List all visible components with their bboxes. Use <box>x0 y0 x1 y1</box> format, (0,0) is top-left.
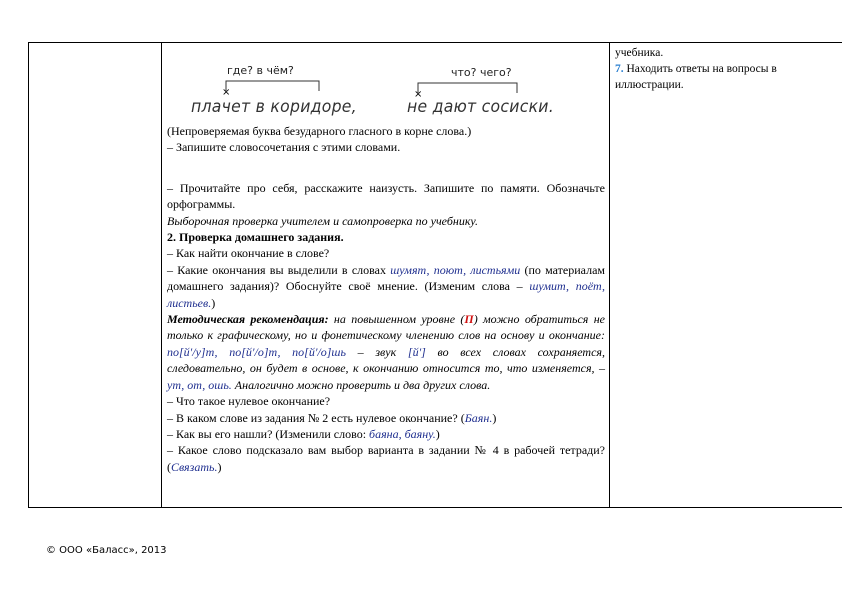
text-line: – Какое слово подсказало вам выбор варианта в задании № 4 в рабочей тетради? (Связать.) <box>167 443 605 474</box>
phrase-2: не дают сосиски. <box>407 97 554 117</box>
text-line: (Непроверяемая буква безударного гласного в корне слова.) <box>167 124 472 138</box>
handwritten-example <box>167 45 605 123</box>
text-line: – Прочитайте про себя, расскажите наизусть. Запишите по памяти. Обозначьте орфограммы. <box>167 180 605 212</box>
phrase-1: плачет в коридоре, <box>191 97 357 117</box>
svg-text:×: × <box>222 87 231 98</box>
column-divider-2 <box>609 43 610 507</box>
text-line: – Как найти окончание в слове? <box>167 246 330 261</box>
right-cell <box>615 45 815 93</box>
copyright-footer: © ООО «Баласс», 2013 <box>46 545 167 556</box>
text-line: – В каком слове из задания № 2 есть нулевое окончание? (Баян.) <box>167 410 497 425</box>
question-1: где? в чём? <box>227 64 294 77</box>
column-divider-1 <box>161 43 162 507</box>
question-2: что? чего? <box>451 66 512 79</box>
svg-text:×: × <box>414 89 423 100</box>
right-line: учебника. <box>615 47 664 59</box>
main-cell <box>167 45 605 475</box>
lesson-table <box>28 42 842 508</box>
methodical-note: Методическая рекомендация: на повышенном уровне (П) можно обратиться не только к графическому, но и фонетическому членению слов на основу и окончание: по[й'/у]т, по[й'/о]т, по[й'/о]шь – звук [й'] во всех словах сохраняется, следовательно, он будет в основе, к окончанию относится то, что изменяется, – ут, от, ошь. Аналогично можно проверить и два других слова. <box>167 312 605 392</box>
text-line: – Запишите словосочетания с этими словами. <box>167 140 401 155</box>
text-line: Выборочная проверка учителем и самопроверка по учебнику. <box>167 213 479 228</box>
right-line: 7. Находить ответы на вопросы в иллюстрации. <box>615 63 777 91</box>
text-line: – Какие окончания вы выделили в словах шумят, поют, листьями (по материалам домашнего задания)? Обоснуйте своё мнение. (Изменим слова – шумит, поёт, листьев.) <box>167 262 606 310</box>
section-heading: 2. Проверка домашнего задания. <box>167 230 344 245</box>
text-line: – Как вы его нашли? (Изменили слово: баяна, баяну.) <box>167 426 440 441</box>
text-line: – Что такое нулевое окончание? <box>167 394 331 409</box>
